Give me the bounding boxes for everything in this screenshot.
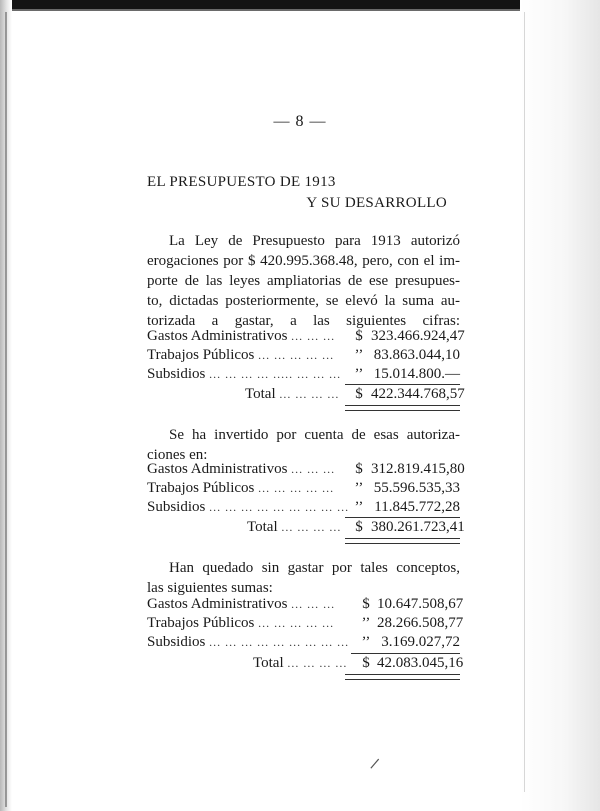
row-amount: 83.863.044,10	[373, 347, 460, 363]
total-currency: $	[362, 655, 370, 671]
total-double-rule	[345, 405, 460, 411]
total-double-rule	[345, 538, 460, 544]
row-amount: 55.596.535,33	[373, 480, 460, 496]
table-row	[147, 461, 465, 480]
row-currency: $	[362, 596, 370, 612]
row-label: Trabajos Públicos ... ... ... ... ...	[147, 615, 335, 631]
total-label: Total ... ... ... ...	[245, 386, 340, 402]
budget-table-authorized	[147, 328, 465, 385]
total-amount: 422.344.768,57	[371, 386, 465, 402]
subtotal-rule	[345, 517, 460, 518]
paragraph-line: erogaciones por $ 420.995.368.48, pero, con el im-	[147, 253, 460, 269]
subtotal-rule	[345, 384, 460, 385]
budget-table-invested-total	[147, 519, 465, 538]
paragraph-line: La Ley de Presupuesto para 1913 autorizó	[169, 233, 460, 249]
row-label: Subsidios ... ... ... ... ..... ... ... ...	[147, 366, 342, 382]
total-amount: 42.083.045,16	[377, 655, 464, 671]
budget-table-authorized-total	[147, 386, 465, 405]
table-row	[147, 596, 464, 615]
row-amount: 11.845.772,28	[374, 499, 460, 515]
row-amount: 312.819.415,80	[371, 461, 465, 477]
page-number: — 8 —	[273, 113, 327, 130]
total-currency: $	[355, 386, 363, 402]
row-currency: ’’	[354, 347, 364, 363]
table-row	[147, 480, 460, 499]
scan-right-edge-shadow	[520, 0, 600, 811]
row-amount: 3.169.027,72	[381, 634, 460, 650]
total-row	[147, 655, 464, 674]
row-label: Gastos Administrativos ... ... ...	[147, 596, 336, 612]
table-row	[147, 499, 460, 518]
row-amount: 323.466.924,47	[371, 328, 465, 344]
scan-top-border-shadow	[0, 9, 600, 11]
budget-table-unspent-total	[147, 655, 464, 674]
row-label: Trabajos Públicos ... ... ... ... ...	[147, 480, 335, 496]
row-amount: 10.647.508,67	[377, 596, 464, 612]
row-currency: ’’	[361, 615, 371, 631]
row-amount: 28.266.508,77	[377, 615, 464, 631]
paragraph-line: porte de las leyes ampliatorias de ese presupues-	[147, 273, 460, 289]
paragraph-line: ciones en:	[147, 447, 208, 463]
total-currency: $	[355, 519, 363, 535]
row-currency: ’’	[354, 480, 364, 496]
table-row	[147, 634, 460, 653]
subtotal-rule	[351, 653, 460, 654]
section-title-line-2: Y SU DESARROLLO	[306, 195, 447, 211]
third-paragraph	[147, 558, 460, 598]
total-row	[147, 519, 465, 538]
row-currency: $	[355, 328, 363, 344]
paragraph-line: Se ha invertido por cuenta de esas autoriza-	[169, 427, 460, 443]
table-row	[147, 615, 464, 634]
total-row	[147, 386, 465, 405]
ink-mark	[367, 756, 384, 771]
row-currency: $	[355, 461, 363, 477]
row-label: Subsidios ... ... ... ... ... ... ... ... ...	[147, 634, 350, 650]
table-row	[147, 328, 465, 347]
row-amount: 15.014.800.—	[373, 366, 460, 382]
total-double-rule	[345, 674, 460, 680]
table-row	[147, 366, 460, 385]
section-title-line-1: EL PRESUPUESTO DE 1913	[147, 174, 336, 190]
total-amount: 380.261.723,41	[371, 519, 465, 535]
budget-table-invested	[147, 461, 465, 518]
row-currency: ’’	[354, 499, 364, 515]
table-row	[147, 347, 460, 366]
row-label: Gastos Administrativos ... ... ...	[147, 328, 336, 344]
scan-right-fold-line	[524, 12, 525, 792]
row-label: Gastos Administrativos ... ... ...	[147, 461, 336, 477]
row-label: Subsidios ... ... ... ... ... ... ... ... ...	[147, 499, 350, 515]
paragraph-line: las siguientes sumas:	[147, 580, 273, 596]
total-label: Total ... ... ... ...	[247, 519, 342, 535]
row-label: Trabajos Públicos ... ... ... ... ...	[147, 347, 335, 363]
budget-table-unspent	[147, 596, 464, 653]
paragraph-line: Han quedado sin gastar por tales conceptos,	[169, 560, 460, 576]
ink-mark-stroke	[369, 759, 381, 768]
total-label: Total ... ... ... ...	[253, 655, 348, 671]
paragraph-line: torizada a gastar, a las siguientes cifras:	[147, 313, 460, 329]
paragraph-line: to, dictadas posteriormente, se elevó la suma au-	[147, 293, 460, 309]
second-paragraph	[147, 425, 460, 465]
scan-top-border	[0, 0, 600, 9]
row-currency: ’’	[361, 634, 371, 650]
row-currency: ’’	[354, 366, 364, 382]
scan-left-binding-line	[5, 12, 7, 807]
intro-paragraph	[147, 231, 460, 331]
